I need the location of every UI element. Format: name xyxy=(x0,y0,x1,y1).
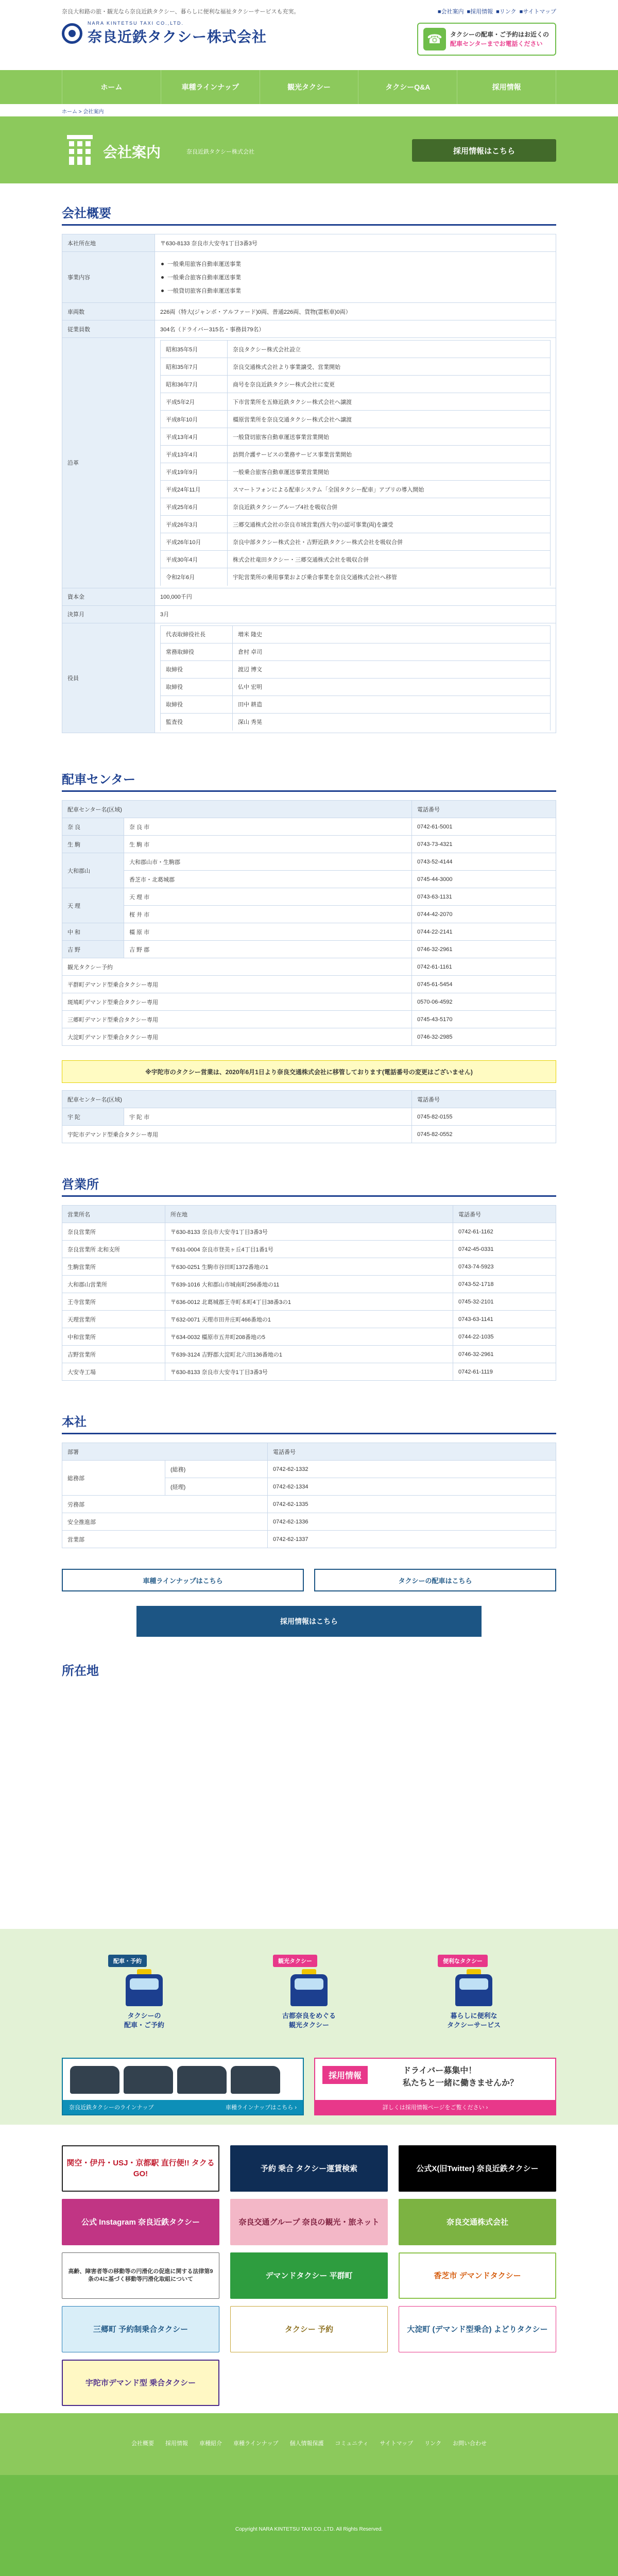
dispatch-area: 生 駒 xyxy=(62,836,124,853)
banner-kashiba-demand[interactable]: 香芝市 デマンドタクシー xyxy=(399,2252,556,2299)
office-name: 奈良営業所 xyxy=(62,1223,165,1241)
table-row xyxy=(62,923,556,941)
taxi-icon xyxy=(455,1974,492,2006)
table-row xyxy=(62,958,556,976)
dispatch-area: 大和郡山 xyxy=(62,853,124,888)
officer-role: 監査役 xyxy=(161,713,233,731)
banner-x-twitter[interactable]: 公式X(旧Twitter) 奈良近鉄タクシー xyxy=(399,2145,556,2192)
dispatch-tel[interactable]: 0742-61-1161 xyxy=(412,958,556,976)
table-row xyxy=(161,533,551,551)
car-photo xyxy=(124,2066,173,2094)
banner-fare-search[interactable]: 予約 乗合 タクシー運賃検索 xyxy=(230,2145,388,2192)
banner-yodori[interactable]: 大淀町 (デマンド型乗合) よどりタクシー xyxy=(399,2306,556,2352)
history-date: 平成26年3月 xyxy=(161,516,228,533)
history-date: 昭和35年5月 xyxy=(161,341,228,358)
history-date: 平成13年4月 xyxy=(161,446,228,463)
footer-nav-item[interactable]: 車種ラインナップ xyxy=(233,2441,279,2447)
table-row xyxy=(161,498,551,516)
history-date: 昭和35年7月 xyxy=(161,358,228,376)
table-row: 宇陀市デマンド型乗合タクシー専用 0745-82-0552 xyxy=(62,1126,556,1143)
table-row: 配車センター名(区域) 電話番号 xyxy=(62,1091,556,1108)
service-text: タクシーの 配車・ご予約 xyxy=(124,2012,164,2029)
call-box[interactable] xyxy=(417,23,556,56)
table-row: 部署 電話番号 xyxy=(62,1443,556,1461)
office-address: 〒632-0071 天理市田井庄町466番地の1 xyxy=(165,1311,453,1328)
call-line1: タクシーの配車・ご予約はお近くの xyxy=(450,31,550,38)
table-row xyxy=(62,1276,556,1293)
office-name: 王寺営業所 xyxy=(62,1293,165,1311)
service-text: 古都奈良をめぐる 観光タクシー xyxy=(282,2012,336,2029)
table-row: 従業員数 304名（ドライバー315名・事務員79名） xyxy=(62,320,556,338)
table-row xyxy=(161,643,551,660)
dispatch-sub: 橿 原 市 xyxy=(124,923,412,941)
table-row xyxy=(62,906,556,923)
table-row xyxy=(161,393,551,411)
office-address: 〒631-0004 奈良市登美ヶ丘4丁目1番1号 xyxy=(165,1241,453,1258)
dispatch-heading: 配車センター xyxy=(62,769,556,792)
service-dispatch[interactable] xyxy=(82,1950,206,2053)
history-date: 平成30年4月 xyxy=(161,551,228,568)
recruit-tag: 採用情報 xyxy=(322,2066,368,2084)
table-row xyxy=(62,818,556,836)
table-row xyxy=(62,1258,556,1276)
top-links xyxy=(438,7,556,15)
building-icon xyxy=(67,135,93,165)
dispatch-extra-name: 斑鳩町デマンド型乗合タクシー専用 xyxy=(62,993,412,1011)
list-item: 一般乗用旅客自動車運送事業 xyxy=(160,257,551,270)
table-row xyxy=(161,713,551,731)
car-photo xyxy=(177,2066,227,2094)
footer-nav-item[interactable]: 車種紹介 xyxy=(199,2441,222,2447)
offices-heading: 営業所 xyxy=(62,1174,556,1197)
dispatch-tel[interactable]: 0745-44-3000 xyxy=(412,871,556,888)
footer-nav xyxy=(0,2413,618,2447)
table-row xyxy=(62,1311,556,1328)
office-tel[interactable]: 0743-74-5923 xyxy=(453,1258,556,1276)
history-date: 平成25年6月 xyxy=(161,498,228,516)
footer-nav-item[interactable]: リンク xyxy=(424,2441,441,2447)
lineup-banner[interactable] xyxy=(62,2058,304,2115)
lineup-link: 車種ラインナップはこちら › xyxy=(225,2105,297,2111)
dispatch-extra-name: 大淀町デマンド型乗合タクシー専用 xyxy=(62,1028,412,1046)
company-heading: 会社概要 xyxy=(62,203,556,226)
offices-table xyxy=(62,1205,556,1381)
history-date: 平成24年11月 xyxy=(161,481,228,498)
officer-name: 田中 耕造 xyxy=(233,696,551,713)
officer-name: 深山 秀晃 xyxy=(233,713,551,731)
recruit-button[interactable]: 採用情報はこちら xyxy=(412,139,556,162)
table-row xyxy=(62,888,556,906)
dispatch-tel[interactable]: 0744-22-2141 xyxy=(412,923,556,941)
history-text: 訪問介護サービスの業務サービス事業営業開始 xyxy=(228,446,551,463)
dispatch-link-button[interactable]: タクシーの配車はこちら xyxy=(314,1569,556,1591)
table-row: 決算月 3月 xyxy=(62,605,556,623)
history-text: 株式会社竜田タクシー・三郷交通株式会社を吸収合併 xyxy=(228,551,551,568)
banner-nara-kotsu[interactable]: 奈良交通株式会社 xyxy=(399,2199,556,2245)
officer-name: 倉村 卓司 xyxy=(233,643,551,660)
banner-takuru-go[interactable]: 関空・伊丹・USJ・京都駅 直行便!! タクるGO! xyxy=(62,2145,219,2192)
table-row: 営業部 0742-62-1337 xyxy=(62,1531,556,1548)
nav-qa[interactable]: タクシーQ&A xyxy=(358,70,457,104)
office-name: 生駒営業所 xyxy=(62,1258,165,1276)
history-date: 平成26年10月 xyxy=(161,533,228,551)
office-tel[interactable]: 0746-32-2961 xyxy=(453,1346,556,1363)
office-tel[interactable]: 0742-45-0331 xyxy=(453,1241,556,1258)
banner-oyoyaku[interactable]: タクシー 予約 xyxy=(230,2306,388,2352)
history-text: 商号を奈良近鉄タクシー株式会社に変更 xyxy=(228,376,551,393)
table-row: 本社所在地 〒630-8133 奈良市大安寺1丁目3番3号 xyxy=(62,234,556,252)
dispatch-area: 奈 良 xyxy=(62,818,124,836)
table-row xyxy=(62,941,556,958)
office-tel[interactable]: 0743-52-1718 xyxy=(453,1276,556,1293)
table-row xyxy=(161,516,551,533)
history-text: 奈良交通株式会社より事業譲受、営業開始 xyxy=(228,358,551,376)
dispatch-area: 天 理 xyxy=(62,888,124,923)
office-address: 〒636-0012 北葛城郡王寺町本町4丁目38番3の1 xyxy=(165,1293,453,1311)
nav-lineup[interactable]: 車種ラインナップ xyxy=(161,70,260,104)
table-row: 宇 陀 宇 陀 市 0745-82-0155 xyxy=(62,1108,556,1126)
nav-recruit[interactable]: 採用情報 xyxy=(457,70,556,104)
nav-home[interactable]: ホーム xyxy=(62,70,161,104)
history-table xyxy=(160,340,551,586)
history-text: 奈良中部タクシー株式会社・吉野近鉄タクシー株式会社を吸収合併 xyxy=(228,533,551,551)
table-row: 安全推進部 0742-62-1336 xyxy=(62,1513,556,1531)
footer-nav-item[interactable]: コミュニティ xyxy=(335,2441,369,2447)
history-date: 令和2年6月 xyxy=(161,568,228,586)
table-row: 沿革 昭和35年5月 奈良タクシー株式会社設立 昭和35年7月 奈良交通株式会社より事業譲受、営業開始 昭和36年7月 商号を奈良近鉄タクシー株式会社に変更 平成5年2月 下市営業所を五條近鉄タクシー株式会社へ譲渡 平成8年10月 橿原営業所を奈良交通タクシー株式会社へ譲渡 平成13年4月 一般貸切旅客自動車運送事業営業開始 平成13年4月 訪問介護サービスの業務サービス事業営業開始 平成19年9月 一般乗合旅客自動車運送事業営業開始 平成24年11月 スマートフォンによる配車システム「全国タクシー配車」アプリの導入開始 平成25年6月 奈良近鉄タクシーグループ4社を吸収合併 平成26年3月 三郷交通株式会社の奈良市域営業(西大寺)の認可事業(両)を譲受 平成26年10月 奈良中部タクシー株式会社・吉野近鉄タクシー株式会社を吸収合併 平成30年4月 株式会社竜田タクシー・三郷交通株式会社を吸収合併 令和2年6月 宇陀営業所の乗用事業および乗合事業を奈良交通株式会社へ移管 xyxy=(62,338,556,588)
dispatch-tel[interactable]: 0742-61-5001 xyxy=(412,818,556,836)
phone-icon: ☎ xyxy=(423,28,446,50)
business-list xyxy=(160,252,551,302)
officers-table xyxy=(160,625,551,731)
table-row xyxy=(62,1223,556,1241)
global-nav xyxy=(0,70,618,104)
recruit-link: 詳しくは採用情報ページをご覧ください › xyxy=(315,2100,555,2114)
officer-role: 取締役 xyxy=(161,678,233,696)
office-address: 〒630-0251 生駒市谷田町1372番地の1 xyxy=(165,1258,453,1276)
office-tel[interactable]: 0744-22-1035 xyxy=(453,1328,556,1346)
table-row xyxy=(161,376,551,393)
dispatch-tel[interactable]: 0743-63-1131 xyxy=(412,888,556,906)
logo-mark-icon xyxy=(62,23,82,44)
table-row xyxy=(62,993,556,1011)
dispatch-sub: 吉 野 郡 xyxy=(124,941,412,958)
lineup-caption: 奈良近鉄タクシーのラインナップ xyxy=(69,2105,154,2111)
dispatch-tel[interactable]: 0745-61-5454 xyxy=(412,976,556,993)
dispatch-tel[interactable]: 0570-06-4592 xyxy=(412,993,556,1011)
page-title: 会社案内 xyxy=(103,144,161,160)
list-item: 一般乗合旅客自動車運送事業 xyxy=(160,270,551,284)
dispatch-sub: 桜 井 市 xyxy=(124,906,412,923)
dispatch-tel[interactable]: 0743-52-4144 xyxy=(412,853,556,871)
dispatch-extra-name: 三郷町デマンド型乗合タクシー専用 xyxy=(62,1011,412,1028)
table-row: 配車センター名(区域) 電話番号 xyxy=(62,801,556,818)
officer-name: 渡辺 博文 xyxy=(233,660,551,678)
office-address: 〒639-1016 大和郡山市城南町256番地の11 xyxy=(165,1276,453,1293)
service-sign: 観光タクシー xyxy=(273,1955,317,1967)
call-line2: 配車センターまでお電話ください xyxy=(450,40,543,47)
history-date: 平成19年9月 xyxy=(161,463,228,481)
car-photo xyxy=(231,2066,280,2094)
officer-role: 代表取締役社長 xyxy=(161,625,233,643)
table-row xyxy=(161,568,551,586)
dispatch-sub: 香芝市・北葛城郡 xyxy=(124,871,412,888)
dispatch-tel[interactable]: 0745-43-5170 xyxy=(412,1011,556,1028)
copyright: Copyright NARA KINTETSU TAXI CO.,LTD. All Rights Reserved. xyxy=(0,2475,618,2576)
uda-table xyxy=(62,1090,556,1143)
dispatch-sub: 天 理 市 xyxy=(124,888,412,906)
uda-notice: ※宇陀市のタクシー営業は、2020年6月1日より奈良交通株式会社に移管しております(電話番号の変更はございません) xyxy=(62,1060,556,1083)
history-text: 一般乗合旅客自動車運送事業営業開始 xyxy=(228,463,551,481)
office-name: 中和営業所 xyxy=(62,1328,165,1346)
table-row: 総務部 (総務) 0742-62-1332 xyxy=(62,1461,556,1478)
dispatch-table xyxy=(62,800,556,1046)
office-name: 吉野営業所 xyxy=(62,1346,165,1363)
history-text: 奈良タクシー株式会社設立 xyxy=(228,341,551,358)
map-area[interactable] xyxy=(62,1690,556,1927)
history-date: 昭和36年7月 xyxy=(161,376,228,393)
dispatch-tel[interactable]: 0743-73-4321 xyxy=(412,836,556,853)
table-row xyxy=(62,1328,556,1346)
top-link-company[interactable]: ■会社案内 xyxy=(437,9,464,15)
footer-nav-item[interactable]: 会社概要 xyxy=(131,2441,154,2447)
table-row: 労務部 0742-62-1335 xyxy=(62,1496,556,1513)
title-band xyxy=(0,116,618,183)
car-photo xyxy=(70,2066,119,2094)
footer-nav-item[interactable]: 採用情報 xyxy=(165,2441,188,2447)
dispatch-sub: 大和郡山市・生駒郡 xyxy=(124,853,412,871)
dispatch-extra-name: 観光タクシー予約 xyxy=(62,958,412,976)
officer-name: 仏中 宏明 xyxy=(233,678,551,696)
office-address: 〒630-8133 奈良市大安寺1丁目3番3号 xyxy=(165,1223,453,1241)
footer-nav-item[interactable]: お問い合わせ xyxy=(452,2441,487,2447)
history-text: 橿原営業所を奈良交通タクシー株式会社へ譲渡 xyxy=(228,411,551,428)
table-row: 資本金 100,000千円 xyxy=(62,588,556,605)
table-row xyxy=(62,1028,556,1046)
table-row xyxy=(161,696,551,713)
dispatch-tel[interactable]: 0746-32-2985 xyxy=(412,1028,556,1046)
service-area xyxy=(0,1929,618,2125)
honsha-table xyxy=(62,1443,556,1548)
service-sign: 配車・予約 xyxy=(108,1955,147,1967)
office-address: 〒634-0032 橿原市五井町208番地の5 xyxy=(165,1328,453,1346)
taxi-icon xyxy=(290,1974,328,2006)
banner-sango[interactable]: 三郷町 予約制乗合タクシー xyxy=(62,2306,219,2352)
site-header xyxy=(0,0,618,70)
office-name: 天理営業所 xyxy=(62,1311,165,1328)
officer-role: 常務取締役 xyxy=(161,643,233,660)
footer-nav-item[interactable]: サイトマップ xyxy=(380,2441,414,2447)
officer-name: 増米 隆史 xyxy=(233,625,551,643)
table-row xyxy=(161,341,551,358)
map-heading: 所在地 xyxy=(62,1664,99,1678)
logo-name: 奈良近鉄タクシー株式会社 xyxy=(88,29,267,45)
table-row xyxy=(62,853,556,871)
table-row xyxy=(161,551,551,568)
top-link-links[interactable]: ■リンク xyxy=(496,9,517,15)
table-row xyxy=(62,1346,556,1363)
table-row xyxy=(161,446,551,463)
history-date: 平成13年4月 xyxy=(161,428,228,446)
table-row xyxy=(161,481,551,498)
service-sign: 便利なタクシー xyxy=(438,1955,488,1967)
history-text: 三郷交通株式会社の奈良市域営業(西大寺)の認可事業(両)を譲受 xyxy=(228,516,551,533)
history-date: 平成5年2月 xyxy=(161,393,228,411)
service-convenient[interactable] xyxy=(412,1950,536,2053)
link-banners xyxy=(0,2125,618,2413)
office-name: 大安寺工場 xyxy=(62,1363,165,1381)
banner-uda-demand[interactable]: 宇陀市デマンド型 乗合タクシー xyxy=(62,2360,219,2406)
top-link-sitemap[interactable]: ■サイトマップ xyxy=(519,9,556,15)
dispatch-extra-name: 平群町デマンド型乗合タクシー専用 xyxy=(62,976,412,993)
table-row xyxy=(161,678,551,696)
table-row: 事業内容 一般乗用旅客自動車運送事業 一般乗合旅客自動車運送事業 一般貸切旅客自動車運送事業 xyxy=(62,252,556,303)
table-row xyxy=(62,1011,556,1028)
office-address: 〒639-3124 吉野郡大淀町北六田136番地の1 xyxy=(165,1346,453,1363)
table-row: 役員 代表取締役社長 増米 隆史 常務取締役 倉村 卓司 取締役 渡辺 博文 取締役 仏中 宏明 取締役 田中 耕造 監査役 深山 秀晃 xyxy=(62,623,556,733)
site-logo[interactable] xyxy=(62,21,267,46)
site-footer xyxy=(0,2413,618,2576)
table-row xyxy=(161,411,551,428)
recruit-big-button[interactable]: 採用情報はこちら xyxy=(136,1606,482,1637)
office-name: 大和郡山営業所 xyxy=(62,1276,165,1293)
dispatch-area: 吉 野 xyxy=(62,941,124,958)
company-section xyxy=(62,203,556,1927)
company-table xyxy=(62,234,556,733)
history-text: 下市営業所を五條近鉄タクシー株式会社へ譲渡 xyxy=(228,393,551,411)
history-text: スマートフォンによる配車システム「全国タクシー配車」アプリの導入開始 xyxy=(228,481,551,498)
table-row xyxy=(62,1241,556,1258)
tagline: 奈良大和路の旅・観光なら奈良近鉄タクシー、暮らしに便利な福祉タクシーサービスも充実。 xyxy=(62,9,300,15)
table-row xyxy=(161,660,551,678)
history-date: 平成8年10月 xyxy=(161,411,228,428)
office-address: 〒630-8133 奈良市大安寺1丁目3番3号 xyxy=(165,1363,453,1381)
banner-instagram[interactable]: 公式 Instagram 奈良近鉄タクシー xyxy=(62,2199,219,2245)
top-link-recruit[interactable]: ■採用情報 xyxy=(467,9,493,15)
history-text: 奈良近鉄タクシーグループ4社を吸収合併 xyxy=(228,498,551,516)
office-name: 奈良営業所 北和支所 xyxy=(62,1241,165,1258)
table-row xyxy=(62,976,556,993)
service-text: 暮らしに便利な タクシーサービス xyxy=(447,2012,501,2029)
table-row xyxy=(161,358,551,376)
office-tel[interactable]: 0742-61-1119 xyxy=(453,1363,556,1381)
table-row xyxy=(161,428,551,446)
page-subtitle: 奈良近鉄タクシー株式会社 xyxy=(186,149,254,155)
footer-nav-item[interactable]: 個人情報保護 xyxy=(289,2441,324,2447)
table-row xyxy=(161,625,551,643)
dispatch-area: 中 和 xyxy=(62,923,124,941)
table-row: 車両数 226両（特大(ジャンボ・アルファード)0両、普通226両、貨物(霊柩車)0両） xyxy=(62,303,556,320)
officer-role: 取締役 xyxy=(161,696,233,713)
honsha-heading: 本社 xyxy=(62,1412,556,1434)
recruit-message: ドライバー募集中！ 私たちと一緒に働きませんか？ xyxy=(403,2066,519,2088)
table-row: (経理) 0742-62-1334 xyxy=(62,1478,556,1496)
dispatch-sub: 奈 良 市 xyxy=(124,818,412,836)
banner-barrier-free[interactable]: 高齢、障害者等の移動等の円滑化の促進に関する法律第9条の4に基づく移動等円滑化取組について xyxy=(62,2252,219,2299)
table-row xyxy=(62,871,556,888)
table-row: 営業所名 所在地 電話番号 xyxy=(62,1206,556,1223)
banner-heguri-demand[interactable]: デマンドタクシー 平群町 xyxy=(230,2252,388,2299)
dispatch-tel[interactable]: 0746-32-2961 xyxy=(412,941,556,958)
logo-sub: NARA KINTETSU TAXI CO.,LTD. xyxy=(88,21,184,26)
nav-sightseeing[interactable]: 観光タクシー xyxy=(260,70,359,104)
office-tel[interactable]: 0742-61-1162 xyxy=(453,1223,556,1241)
table-row xyxy=(62,1363,556,1381)
table-row xyxy=(161,463,551,481)
dispatch-tel[interactable]: 0744-42-2070 xyxy=(412,906,556,923)
table-row xyxy=(62,1293,556,1311)
history-text: 宇陀営業所の乗用事業および乗合事業を奈良交通株式会社へ移管 xyxy=(228,568,551,586)
officer-role: 取締役 xyxy=(161,660,233,678)
office-tel[interactable]: 0743-63-1141 xyxy=(453,1311,556,1328)
list-item: 一般貸切旅客自動車運送事業 xyxy=(160,284,551,297)
history-text: 一般貸切旅客自動車運送事業営業開始 xyxy=(228,428,551,446)
breadcrumb[interactable]: ホーム > 会社案内 xyxy=(62,109,104,115)
taxi-icon xyxy=(126,1974,163,2006)
dispatch-sub: 生 駒 市 xyxy=(124,836,412,853)
recruit-banner[interactable] xyxy=(314,2058,556,2115)
office-tel[interactable]: 0745-32-2101 xyxy=(453,1293,556,1311)
service-sightseeing[interactable] xyxy=(247,1950,371,2053)
banner-nara-tabi[interactable]: 奈良交通グループ 奈良の観光・旅ネット xyxy=(230,2199,388,2245)
table-row xyxy=(62,836,556,853)
lineup-link-button[interactable]: 車種ラインナップはこちら xyxy=(62,1569,304,1591)
